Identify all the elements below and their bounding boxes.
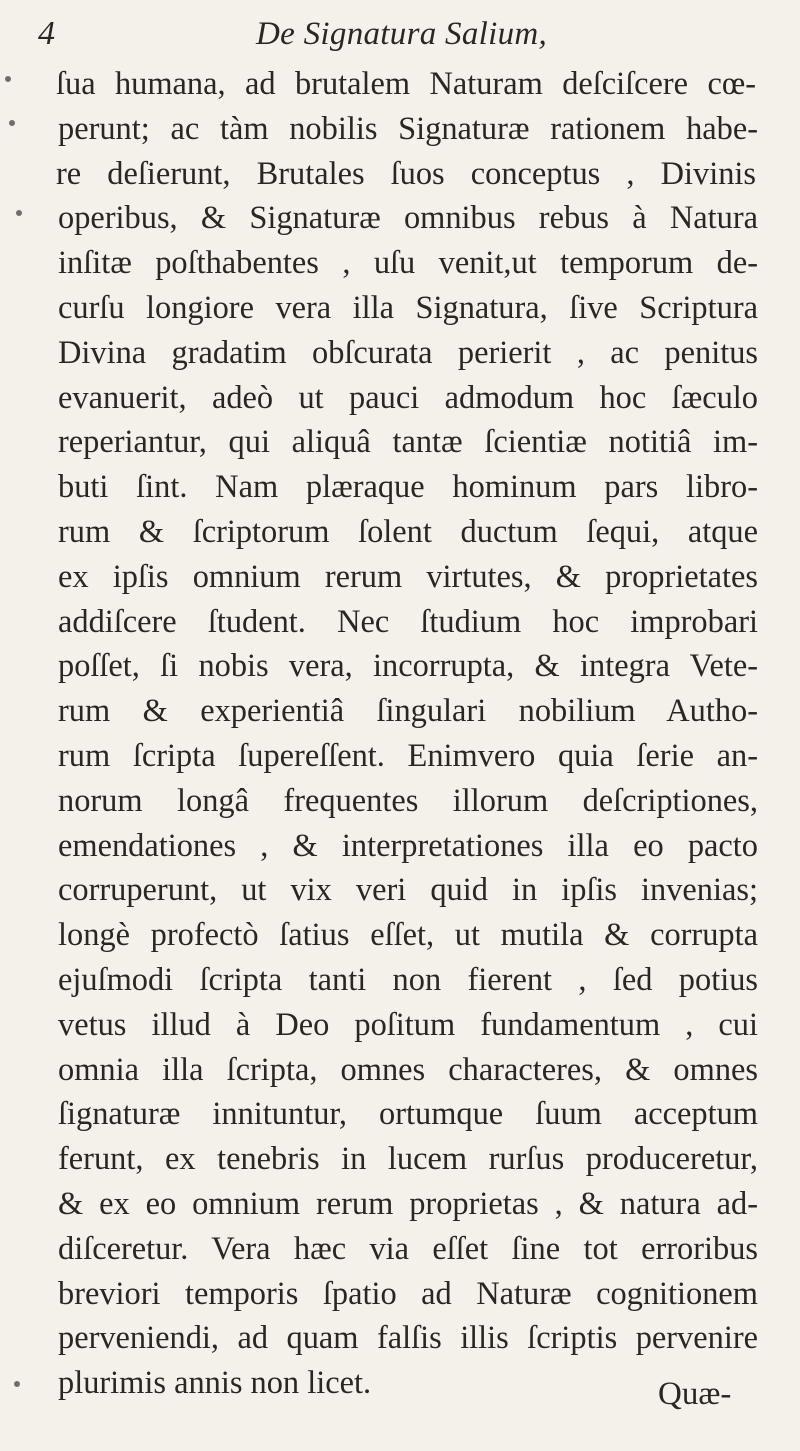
- margin-speck: [16, 210, 22, 216]
- text-line: ejuſmodi ſcripta tanti non fierent , ſed potius: [58, 962, 758, 998]
- text-line: omnia illa ſcripta, omnes characteres, & omnes: [58, 1051, 758, 1088]
- text-line: re deſierunt, Brutales ſuos conceptus , Divinis: [56, 155, 756, 192]
- text-line: vetus illud à Deo poſitum fundamentum , cui: [58, 1006, 758, 1043]
- text-line: curſu longiore vera illa Signatura, ſive Scriptura: [58, 290, 758, 326]
- text-line: Divina gradatim obſcurata perierit , ac penitus: [58, 334, 758, 371]
- text-line: plurimis annis non licet.: [58, 1365, 372, 1402]
- text-line: diſceretur. Vera hæc via eſſet ſine tot erroribus: [58, 1230, 758, 1267]
- page-header: [38, 12, 778, 56]
- text-line: reperiantur, qui aliquâ tantæ ſcientiæ notitiâ im-: [58, 424, 758, 461]
- text-line: ex ipſis omnium rerum virtutes, & proprietates: [58, 558, 758, 595]
- text-line: addiſcere ſtudent. Nec ſtudium hoc improbari: [58, 603, 758, 640]
- text-line: breviori temporis ſpatio ad Naturæ cognitionem: [58, 1275, 758, 1312]
- margin-speck: [5, 76, 11, 82]
- running-title: De Signatura Salium,: [256, 16, 548, 52]
- text-line: evanuerit, adeò ut pauci admodum hoc ſæculo: [58, 379, 758, 416]
- text-line: perunt; ac tàm nobilis Signaturæ rationem habe-: [58, 110, 758, 147]
- text-line: perveniendi, ad quam falſis illis ſcriptis pervenire: [58, 1320, 758, 1357]
- text-line: ſignaturæ innituntur, ortumque ſuum acceptum: [58, 1096, 758, 1133]
- text-line: ferunt, ex tenebris in lucem rurſus produceretur,: [58, 1141, 758, 1178]
- margin-speck: [14, 1381, 20, 1387]
- catchword: Quæ-: [658, 1376, 732, 1412]
- text-line: inſitæ poſthabentes , uſu venit,ut temporum de-: [58, 245, 758, 282]
- text-line: corruperunt, ut vix veri quid in ipſis invenias;: [58, 872, 758, 909]
- text-line: rum & experientiâ ſingulari nobilium Autho-: [58, 693, 758, 730]
- text-line: rum & ſcriptorum ſolent ductum ſequi, atque: [58, 514, 758, 550]
- text-line: operibus, & Signaturæ omnibus rebus à Natura: [58, 200, 758, 237]
- text-line: poſſet, ſi nobis vera, incorrupta, & integra Vete-: [58, 648, 758, 685]
- text-line: buti ſint. Nam plæraque hominum pars libro-: [58, 469, 758, 506]
- margin-speck: [9, 120, 15, 126]
- text-line: longè profectò ſatius eſſet, ut mutila & corrupta: [58, 917, 758, 954]
- text-line: ſua humana, ad brutalem Naturam deſciſcere cœ-: [56, 66, 756, 102]
- page-number: 4: [38, 15, 55, 52]
- text-line: rum ſcripta ſupereſſent. Enimvero quia ſerie an-: [58, 738, 758, 774]
- text-line: & ex eo omnium rerum proprietas , & natura ad-: [58, 1186, 758, 1222]
- text-line: norum longâ frequentes illorum deſcriptiones,: [58, 782, 758, 819]
- text-line: emendationes , & interpretationes illa eo pacto: [58, 827, 758, 864]
